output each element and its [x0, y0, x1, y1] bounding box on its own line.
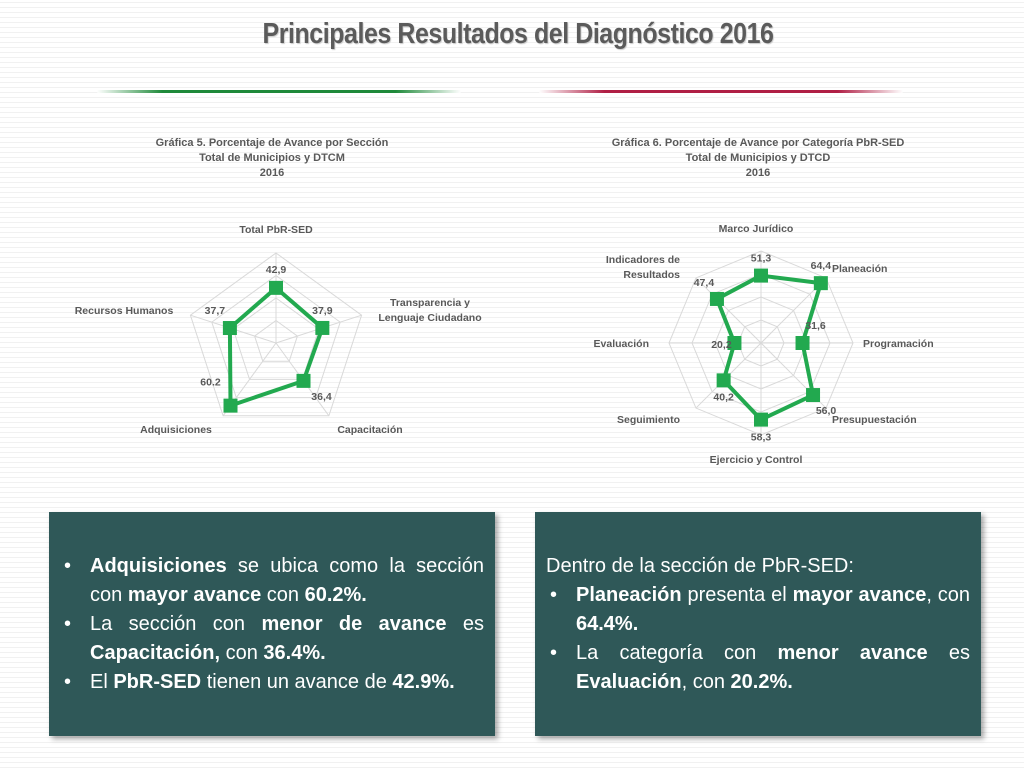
- summary-categories-item-2: [546, 639, 970, 697]
- chart6-value-label: 64,4: [810, 260, 832, 273]
- chart5-value-label: 36,4: [311, 390, 332, 403]
- chart6-radar: [518, 210, 998, 470]
- chart5-point: [269, 281, 283, 295]
- chart5-value-label: 37,7: [204, 305, 226, 318]
- summary-text: , con: [681, 671, 731, 693]
- chart6-value-label: 58,3: [750, 431, 772, 444]
- summary-emphasis: mayor avance: [792, 584, 927, 606]
- summary-emphasis: Evaluación: [576, 671, 682, 693]
- chart5-point: [297, 374, 311, 388]
- summary-box-categories: [535, 512, 981, 736]
- chart6-value-label: 40,2: [713, 391, 734, 404]
- chart6-title-line-3: 2016: [745, 167, 771, 179]
- summary-intro: Dentro de la sección de PbR-SED:: [546, 555, 854, 577]
- page-title: Principales Resultados del Diagnóstico 2016: [262, 18, 774, 50]
- summary-sections-item-3: [60, 668, 484, 697]
- chart5-category-label: Capacitación: [337, 424, 403, 436]
- summary-text: tienen un avance de: [201, 671, 393, 693]
- chart5-title-line-1: Gráfica 5. Porcentaje de Avance por Sección: [155, 137, 389, 149]
- chart6-value-label: 47,4: [693, 276, 715, 289]
- chart6-value-label: 51,3: [750, 252, 772, 265]
- chart6-category-label-line: Resultados: [623, 269, 680, 281]
- summary-emphasis: 36.4%.: [263, 642, 326, 664]
- summary-emphasis: Planeación: [576, 584, 682, 606]
- summary-emphasis: 64.4%.: [576, 613, 639, 635]
- chart5-title-line-3: 2016: [259, 167, 285, 179]
- chart6-point: [754, 413, 768, 427]
- chart5-point: [224, 399, 238, 413]
- red-divider: [539, 90, 903, 93]
- summary-emphasis: menor avance: [777, 642, 928, 664]
- chart6-point: [754, 269, 768, 283]
- chart5-category-label: Adquisiciones: [140, 424, 212, 436]
- summary-text: se ubica como la sección con: [90, 555, 484, 606]
- chart6-category-label: [606, 254, 680, 281]
- summary-text: presenta el: [681, 584, 793, 606]
- summary-text: es: [446, 613, 484, 635]
- chart6-point: [814, 276, 828, 290]
- summary-categories-item-1: [546, 581, 970, 639]
- chart6-point: [806, 388, 820, 402]
- chart5-category-label: [378, 297, 481, 324]
- chart6-category-label-line: Indicadores de: [605, 254, 680, 266]
- summary-emphasis: PbR-SED: [113, 671, 202, 693]
- chart6-title-line-2: Total de Municipios y DTCD: [685, 152, 831, 164]
- chart6-point: [796, 336, 810, 350]
- chart5-category-label-line: Transparencia y: [390, 297, 470, 309]
- summary-emphasis: menor de avance: [261, 613, 447, 635]
- chart6-category-label: Planeación: [832, 263, 888, 275]
- summary-text: con: [261, 584, 305, 606]
- summary-text: El: [90, 671, 114, 693]
- summary-text: La categoría con: [576, 642, 778, 664]
- chart6-value-label: 56,0: [815, 405, 837, 418]
- chart6-value-label: 20,2: [711, 339, 732, 351]
- chart5-value-label: 37,9: [312, 304, 333, 317]
- chart6-category-label: Marco Jurídico: [718, 223, 794, 235]
- chart5-title: [137, 136, 407, 181]
- chart5-value-label: 42,9: [265, 263, 287, 276]
- chart5-radar: [44, 210, 504, 470]
- summary-list-sections: [49, 512, 495, 697]
- summary-text: con: [220, 642, 264, 664]
- chart6-value-label: 31,6: [805, 320, 826, 332]
- summary-text: , con: [926, 584, 971, 606]
- chart6-category-label: Seguimiento: [616, 414, 680, 426]
- summary-emphasis: 20.2%.: [730, 671, 793, 693]
- chart6-point: [717, 373, 731, 387]
- summary-box-sections: [49, 512, 495, 736]
- chart5-category-label: Recursos Humanos: [74, 305, 174, 317]
- chart6-category-label: Evaluación: [593, 338, 649, 350]
- summary-emphasis: Adquisiciones: [90, 555, 227, 577]
- chart5-category-label-line: Lenguaje Ciudadano: [378, 312, 482, 324]
- summary-emphasis: 60.2%.: [304, 584, 367, 606]
- chart5-point: [315, 321, 329, 335]
- chart5-title-line-2: Total de Municipios y DTCM: [199, 152, 345, 164]
- chart6-category-label: Presupuestación: [832, 414, 917, 426]
- chart6-category-label: Ejercicio y Control: [709, 454, 803, 466]
- chart6-title-line-1: Gráfica 6. Porcentaje de Avance por Categoría PbR-SED: [611, 137, 905, 149]
- summary-text: La sección con: [90, 613, 262, 635]
- chart6-category-label: Programación: [863, 338, 934, 350]
- chart6-title: [583, 136, 933, 181]
- summary-text: es: [927, 642, 970, 664]
- chart5-point: [223, 321, 237, 335]
- summary-list-categories: [546, 581, 970, 697]
- green-divider: [97, 90, 461, 93]
- summary-sections-item-2: [60, 610, 484, 668]
- chart5-category-label: Total PbR-SED: [239, 224, 313, 236]
- summary-emphasis: Capacitación,: [90, 642, 221, 664]
- summary-emphasis: mayor avance: [127, 584, 262, 606]
- summary-sections-item-1: [60, 552, 484, 610]
- chart6-point: [710, 292, 724, 306]
- summary-emphasis: 42.9%.: [392, 671, 455, 693]
- chart5-value-label: 60.2: [200, 376, 221, 389]
